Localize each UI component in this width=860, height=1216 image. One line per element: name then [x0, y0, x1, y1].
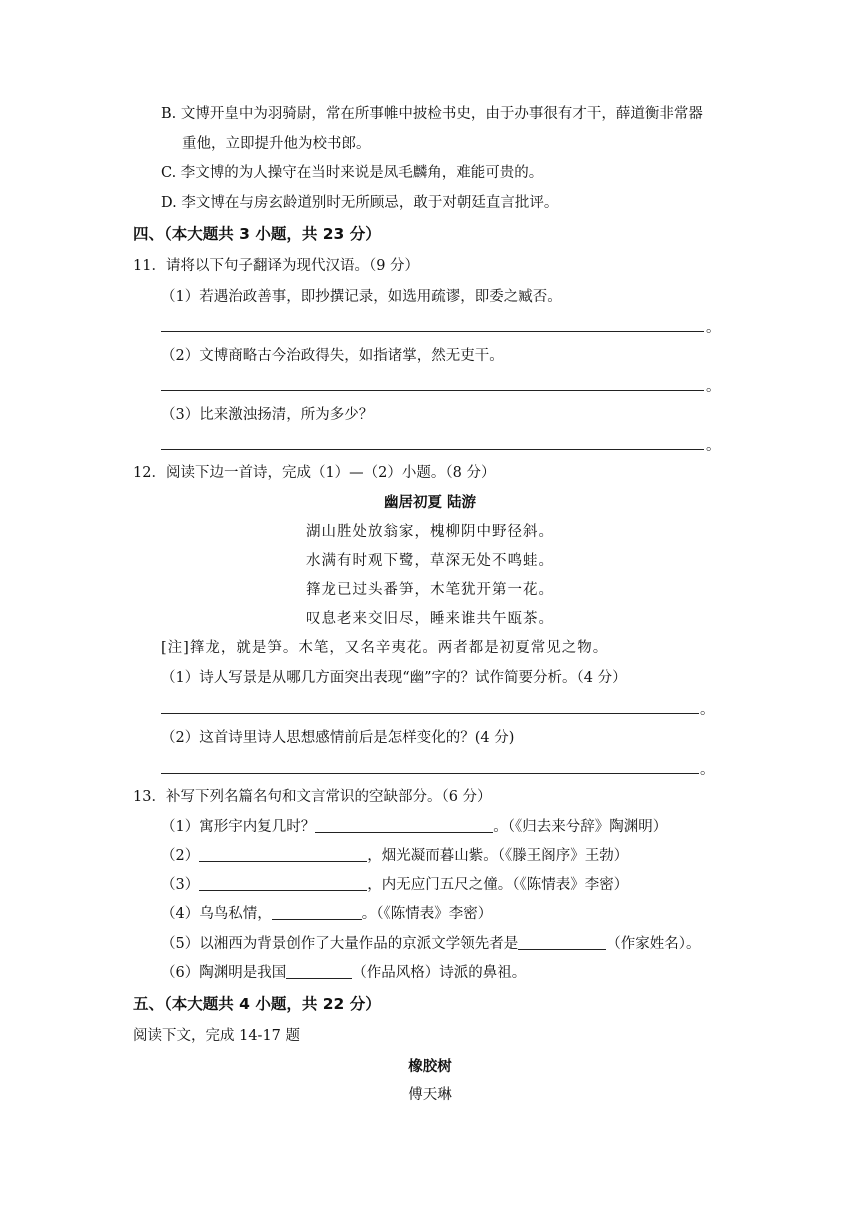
poem-line: 箨龙已过头番笋，木笔犹开第一花。: [306, 582, 554, 598]
article-title: 橡胶树: [408, 1059, 452, 1075]
option-b-line1: B. 文博开皇中为羽骑尉，常在所事帷中披检书史，由于办事很有才干，薛道衡非常器: [161, 106, 703, 122]
section5-heading: 五、（本大题共 4 小题，共 22 分）: [133, 995, 381, 1013]
poem-line: 水满有时观下鹭，草深无处不鸣蛙。: [306, 553, 554, 569]
q12-subquestion-2: （2）这首诗里诗人思想感情前后是怎样变化的？(4 分): [161, 730, 515, 746]
fill-blank[interactable]: [272, 905, 362, 920]
q13-item-6: （6）陶渊明是我国 （作品风格）诗派的鼻祖。: [161, 965, 527, 981]
q11-prompt: 11．请将以下句子翻译为现代汉语。（9 分）: [133, 258, 420, 274]
answer-line-q11-1[interactable]: [161, 331, 704, 332]
q13-item-3: （3） ，内无应门五尺之僮。（《陈情表》李密）: [161, 877, 629, 893]
q13-item-2: （2） ，烟光凝而暮山紫。（《滕王阁序》王勃）: [161, 848, 629, 864]
q12-prompt: 12．阅读下边一首诗，完成（1）—（2）小题。（8 分）: [133, 465, 496, 481]
answer-end-mark: 。: [700, 762, 715, 778]
q12-subquestion-1: （1）诗人写景是从哪几方面突出表现“幽”字的？试作简要分析。（4 分）: [161, 670, 627, 686]
q11-sentence-1: （1）若遇治政善事，即抄撰记录，如选用疏谬，即委之臧否。: [161, 289, 562, 305]
fill-blank[interactable]: [315, 818, 493, 833]
answer-end-mark: 。: [706, 320, 721, 336]
fill-blank[interactable]: [286, 964, 352, 979]
q11-sentence-2: （2）文博商略古今治政得失，如指诸掌，然无吏干。: [161, 348, 504, 364]
option-b-line2: 重他，立即提升他为校书郎。: [182, 136, 371, 152]
section5-intro: 阅读下文，完成 14-17 题: [133, 1028, 301, 1044]
option-d: D. 李文博在与房玄龄道别时无所顾忌，敢于对朝廷直言批评。: [161, 195, 559, 211]
q11-sentence-3: （3）比来激浊扬清，所为多少？: [161, 407, 374, 423]
answer-line-q11-2[interactable]: [161, 390, 704, 391]
q13-item-1: （1）寓形宇内复几时？ 。（《归去来兮辞》陶渊明）: [161, 819, 668, 835]
q13-item-5: （5）以湘西为背景创作了大量作品的京派文学领先者是 （作家姓名）。: [161, 936, 701, 952]
answer-end-mark: 。: [700, 702, 715, 718]
fill-blank[interactable]: [199, 847, 367, 862]
poem-note: [注]箨龙，就是笋。木笔，又名辛夷花。两者都是初夏常见之物。: [161, 640, 609, 656]
answer-end-mark: 。: [706, 438, 721, 454]
section4-heading: 四、（本大题共 3 小题，共 23 分）: [133, 225, 381, 243]
article-author: 傅天琳: [408, 1087, 452, 1103]
poem-line: 叹息老来交旧尽，睡来谁共午瓯茶。: [306, 611, 554, 627]
q13-prompt: 13．补写下列名篇名句和文言常识的空缺部分。（6 分）: [133, 789, 492, 805]
answer-end-mark: 。: [706, 379, 721, 395]
q13-item-4: （4）乌鸟私情， 。（《陈情表》李密）: [161, 906, 493, 922]
fill-blank[interactable]: [518, 935, 606, 950]
poem-line: 湖山胜处放翁家，槐柳阴中野径斜。: [306, 524, 554, 540]
option-c: C. 李文博的为人操守在当时来说是凤毛麟角，难能可贵的。: [161, 165, 544, 181]
answer-line-q12-2[interactable]: [161, 773, 699, 774]
answer-line-q12-1[interactable]: [161, 713, 699, 714]
poem-title: 幽居初夏 陆游: [383, 495, 477, 511]
fill-blank[interactable]: [199, 876, 367, 891]
answer-line-q11-3[interactable]: [161, 449, 704, 450]
